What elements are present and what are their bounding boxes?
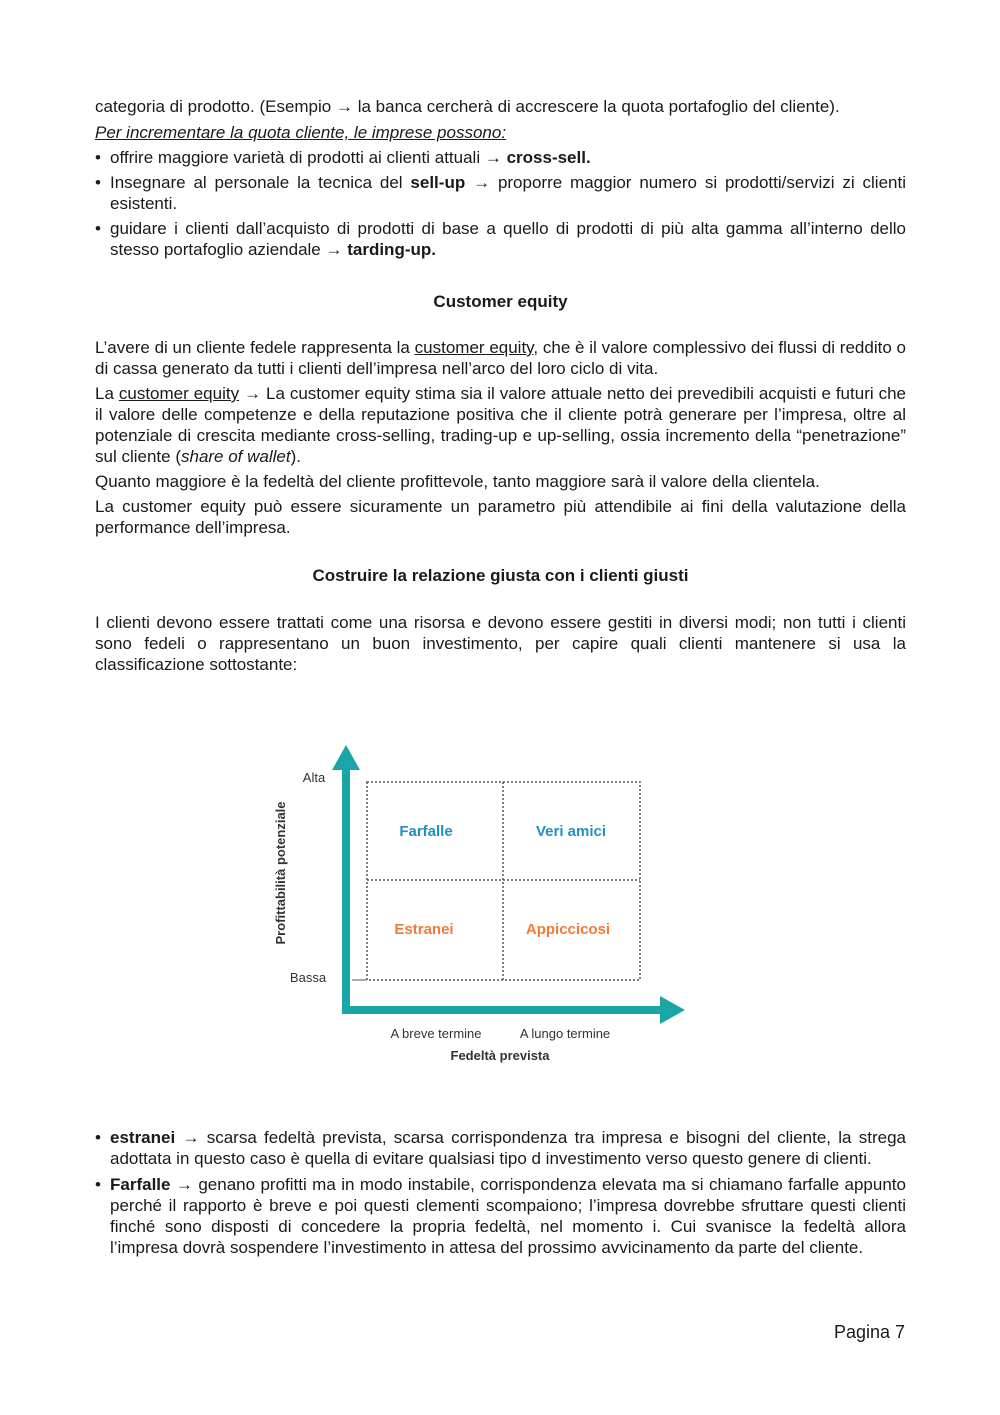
y-high-label: Alta <box>302 770 326 785</box>
y-axis-arrow-icon <box>332 745 360 770</box>
arrow-icon: → <box>175 1175 193 1194</box>
arrow-icon: → <box>182 1128 200 1147</box>
list-item: • Insegnare al personale la tecnica del sell-up → proporre maggior numero si prodotti/servizi zi clienti esistenti. <box>95 172 906 214</box>
paragraph: I clienti devono essere trattati come una risorsa e devono essere gestiti in diversi modi; non tutti i clienti sono fedeli o rappresentano un buon investimento, per capire quali clienti mantenere si usa la classificazione sottostante: <box>95 613 906 674</box>
paragraph: La customer equity → La customer equity stima sia il valore attuale netto dei prevedibili acquisti e futuri che il valore delle competenze e della reputazione positiva che il cliente potrà generare per l’impresa, oltre al potenziale di crescita mediante cross-selling, trading-up e up-selling, ossia incremento della “penetrazione” sul cliente (share of wallet). <box>95 384 906 466</box>
intro-list <box>95 147 906 260</box>
y-low-label: Bassa <box>289 970 327 985</box>
list-title: Per incrementare la quota cliente, le imprese possono: <box>95 123 507 142</box>
arrow-icon: → <box>473 173 491 192</box>
x-axis-arrow-icon <box>660 996 685 1024</box>
document-body <box>95 96 906 675</box>
list-item: • offrire maggiore varietà di prodotti ai clienti attuali → cross-sell. <box>95 147 906 168</box>
arrow-icon: → <box>244 384 262 403</box>
list-item: • estranei → scarsa fedeltà prevista, scarsa corrispondenza tra impresa e bisogni del cliente, la strega adottata in questo caso è quella di evitare qualsiasi tipo d investimento verso questo genere di clienti. <box>95 1127 906 1169</box>
intro-text: categoria di prodotto. (Esempio <box>95 97 332 116</box>
arrow-icon: → <box>325 240 343 259</box>
paragraph: L’avere di un cliente fedele rappresenta la customer equity, che è il valore complessivo dei flussi di reddito o di cassa generato da tutti i clienti dell’impresa nell’arco del loro ciclo di vita. <box>95 338 906 378</box>
cell-farfalle: Farfalle <box>399 823 453 840</box>
intro-paragraph <box>95 96 906 117</box>
customer-matrix-diagram <box>262 740 692 1075</box>
x-axis-label: Fedeltà prevista <box>450 1048 550 1063</box>
paragraph: La customer equity può essere sicuramente un parametro più attendibile ai fini della valutazione della performance dell’impresa. <box>95 497 906 537</box>
intro-text-cont: la banca cercherà di accrescere la quota portafoglio del cliente). <box>357 97 840 116</box>
y-axis-label: Profittabilità potenziale <box>273 801 288 945</box>
list-item: • Farfalle → genano profitti ma in modo instabile, corrispondenza elevata ma si chiamano farfalle appunto perché il rapporto è breve e poi questi clementi scompaiono; l’impresa dovrebbe sfruttare questi clienti finché sono disposti di concedere la propria fedeltà, nel momento i. Cui svanisce la fedeltà allora l’impresa dovrà sospendere l’investimento in attesa del prossimo avvicinamento da parte del cliente. <box>95 1174 906 1258</box>
x-short-label: A breve termine <box>390 1026 482 1041</box>
classification-list <box>95 1127 906 1258</box>
page-number: Pagina 7 <box>833 1322 905 1342</box>
arrow-icon: → <box>484 148 502 167</box>
cell-appiccicosi: Appiccicosi <box>525 921 611 938</box>
section-heading: Costruire la relazione giusta con i clienti giusti <box>312 566 689 585</box>
cell-veri-amici: Veri amici <box>535 823 607 840</box>
cell-estranei: Estranei <box>394 921 454 938</box>
section-heading: Customer equity <box>433 292 568 311</box>
paragraph: Quanto maggiore è la fedeltà del cliente profittevole, tanto maggiore sarà il valore della clientela. <box>95 472 820 491</box>
x-long-label: A lungo termine <box>519 1026 611 1041</box>
arrow-icon: → <box>335 97 353 116</box>
list-item: • guidare i clienti dall’acquisto di prodotti di base a quello di prodotti di più alta gamma all’interno dello stesso portafoglio aziendale → tarding-up. <box>95 218 906 260</box>
